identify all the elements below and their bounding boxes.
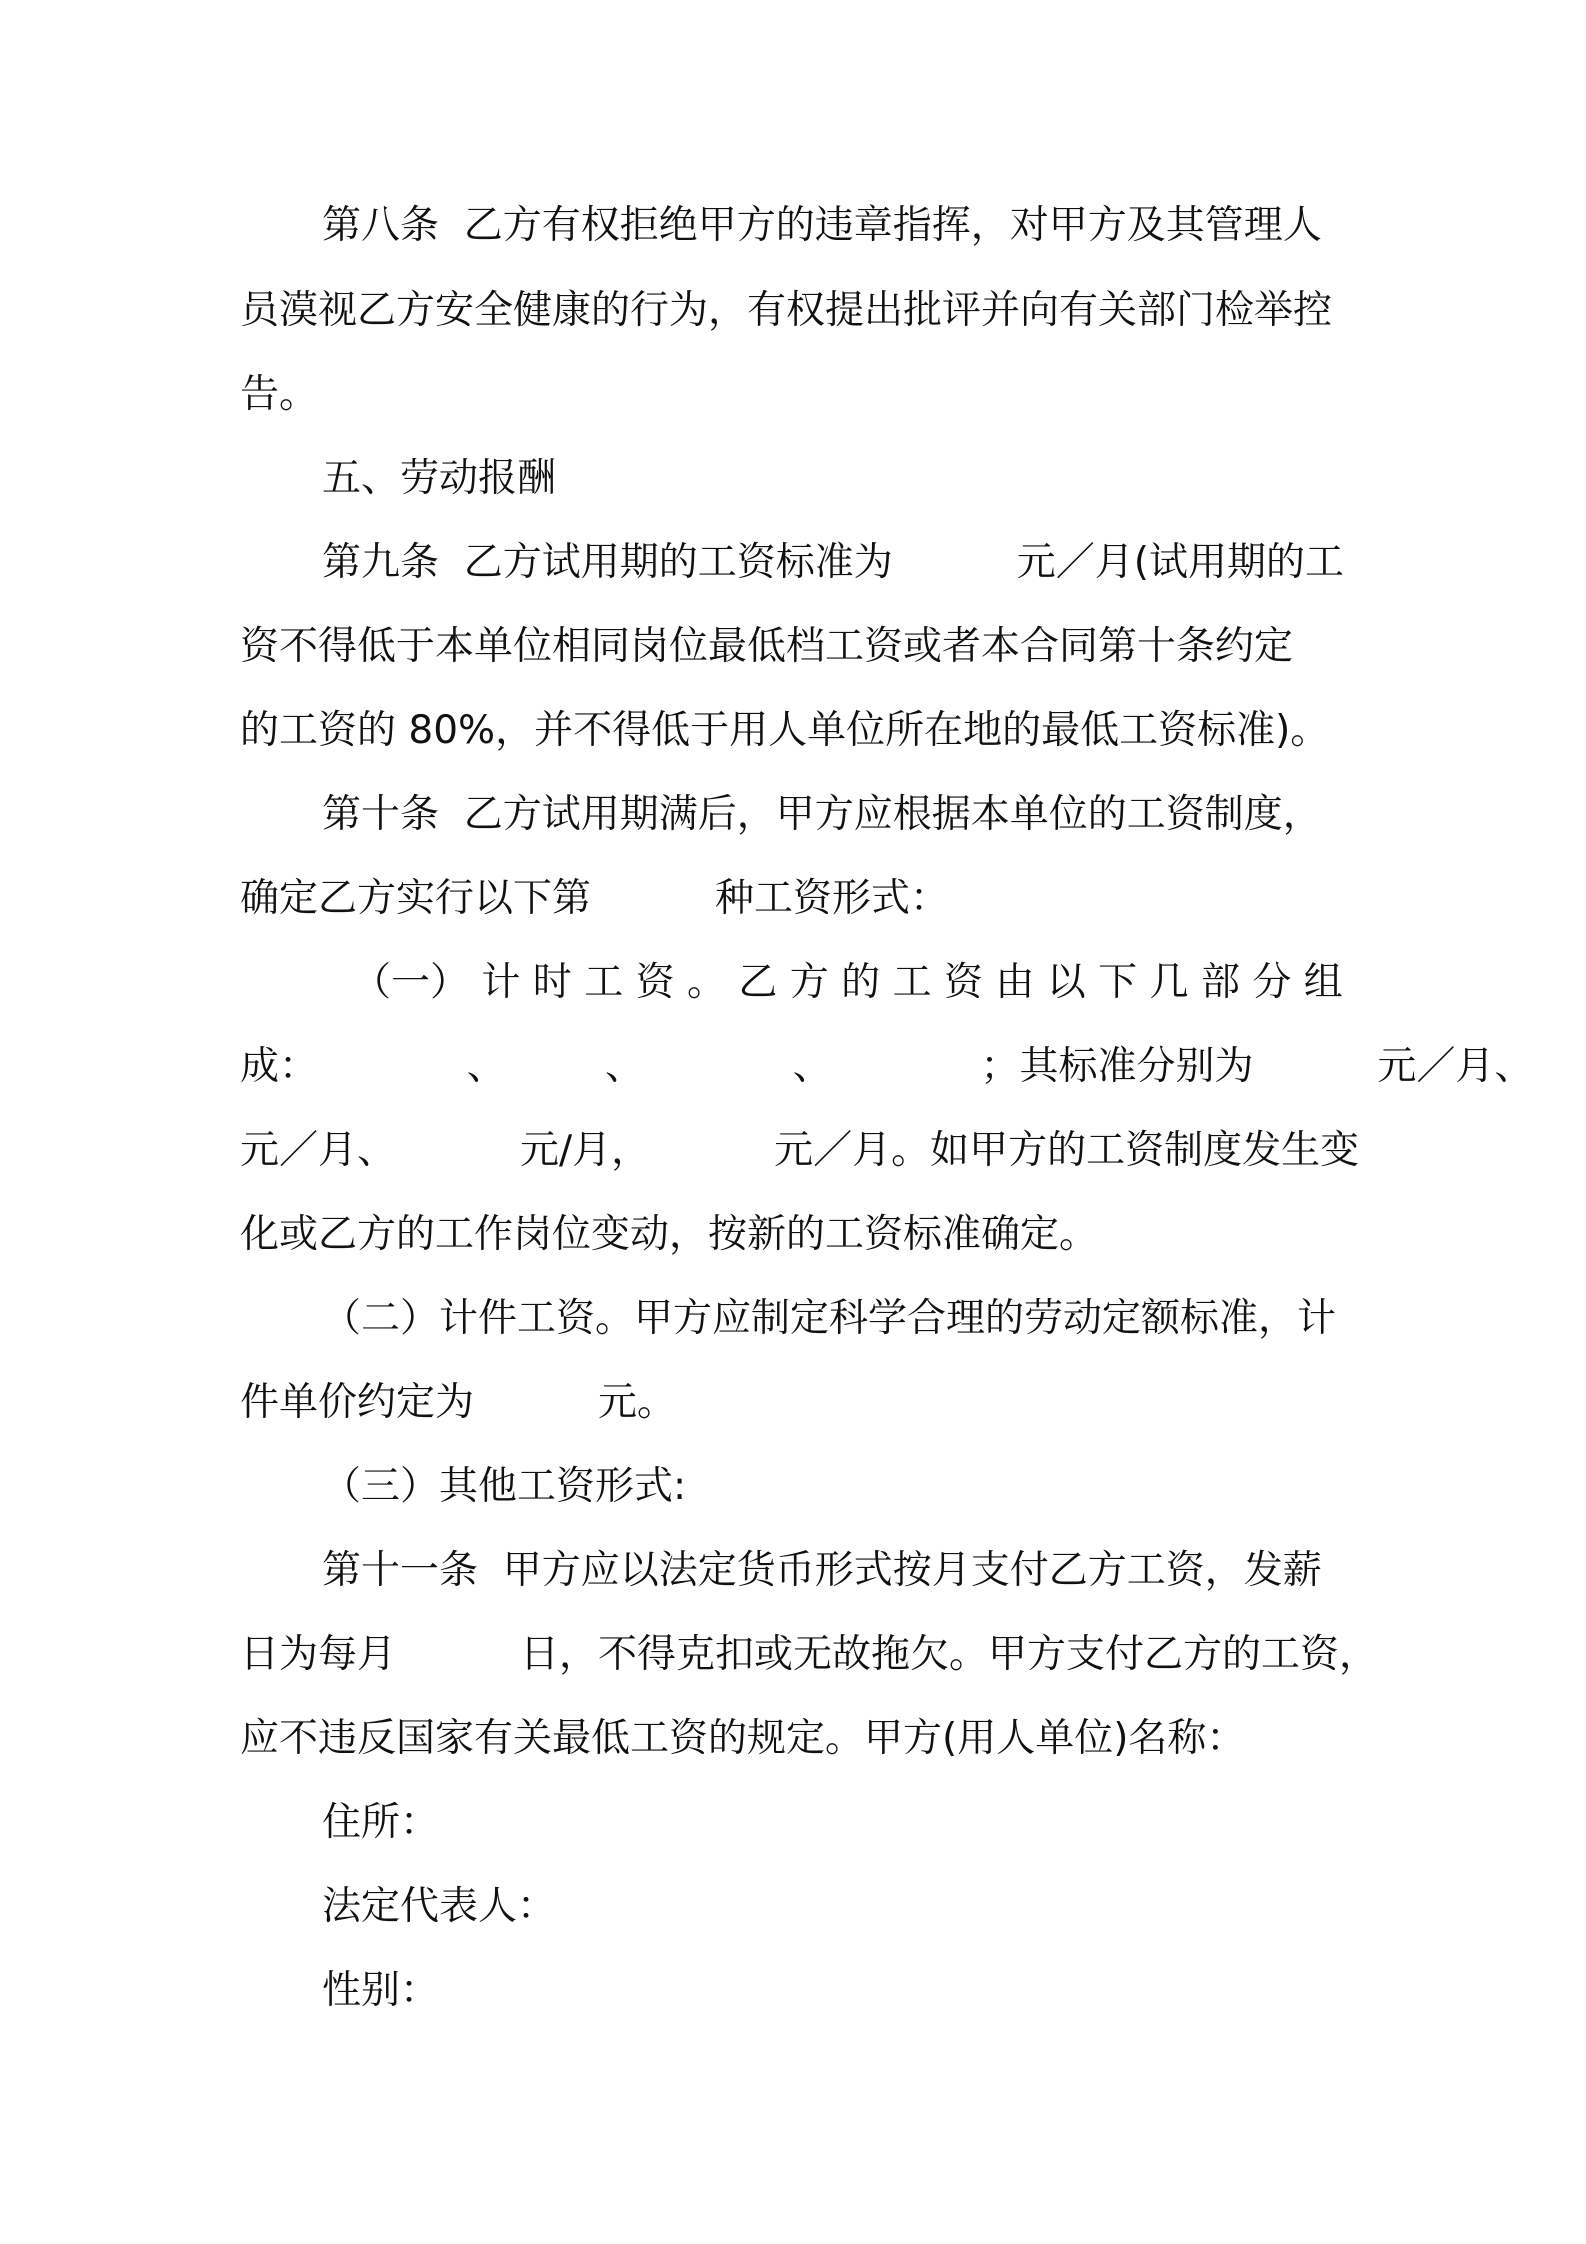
item-1-line-1: （一） 计 时 工 资 。 乙 方 的 工 资 由 以 下 几 部 分 组 — [352, 960, 1343, 1005]
article-8-line-1: 第八条 乙方有权拒绝甲方的违章指挥，对甲方及其管理人 — [322, 203, 1322, 248]
article-10-line-2: 确定乙方实行以下第 种工资形式： — [240, 876, 949, 921]
address-label: 住所： — [322, 1800, 440, 1845]
article-11-line-2: 日为每月 日，不得克扣或无故拖欠。甲方支付乙方的工资， — [240, 1632, 1378, 1677]
article-9-line-1: 第九条 乙方试用期的工资标准为 元／月(试用期的工 — [322, 540, 1344, 585]
item-1-line-2: 成： 、 、 、 ；其标准分别为 元／月、 — [240, 1044, 1534, 1089]
section-5-heading: 五、劳动报酬 — [322, 456, 557, 501]
item-2-line-2: 件单价约定为 元。 — [240, 1380, 676, 1425]
item-3-line: （三）其他工资形式: — [322, 1464, 687, 1509]
item-1-line-3: 元／月、 元/月， 元／月。如甲方的工资制度发生变 — [240, 1128, 1360, 1173]
item-2-line-1: （二）计件工资。甲方应制定科学合理的劳动定额标准，计 — [322, 1296, 1337, 1341]
gender-label: 性别： — [322, 1968, 440, 2013]
article-8-line-3: 告。 — [240, 372, 319, 417]
legal-representative-label: 法定代表人： — [322, 1884, 557, 1929]
item-1-line-4: 化或乙方的工作岗位变动，按新的工资标准确定。 — [240, 1212, 1099, 1257]
article-9-line-3: 的工资的 80%，并不得低于用人单位所在地的最低工资标准)。 — [240, 708, 1330, 753]
article-11-line-1: 第十一条 甲方应以法定货币形式按月支付乙方工资，发薪 — [322, 1548, 1322, 1593]
article-11-line-3: 应不违反国家有关最低工资的规定。甲方(用人单位)名称： — [240, 1716, 1246, 1761]
article-8-line-2: 员漠视乙方安全健康的行为，有权提出批评并向有关部门检举控 — [240, 288, 1333, 333]
article-10-line-1: 第十条 乙方试用期满后，甲方应根据本单位的工资制度， — [322, 792, 1322, 837]
article-9-line-2: 资不得低于本单位相同岗位最低档工资或者本合同第十条约定 — [240, 624, 1294, 669]
